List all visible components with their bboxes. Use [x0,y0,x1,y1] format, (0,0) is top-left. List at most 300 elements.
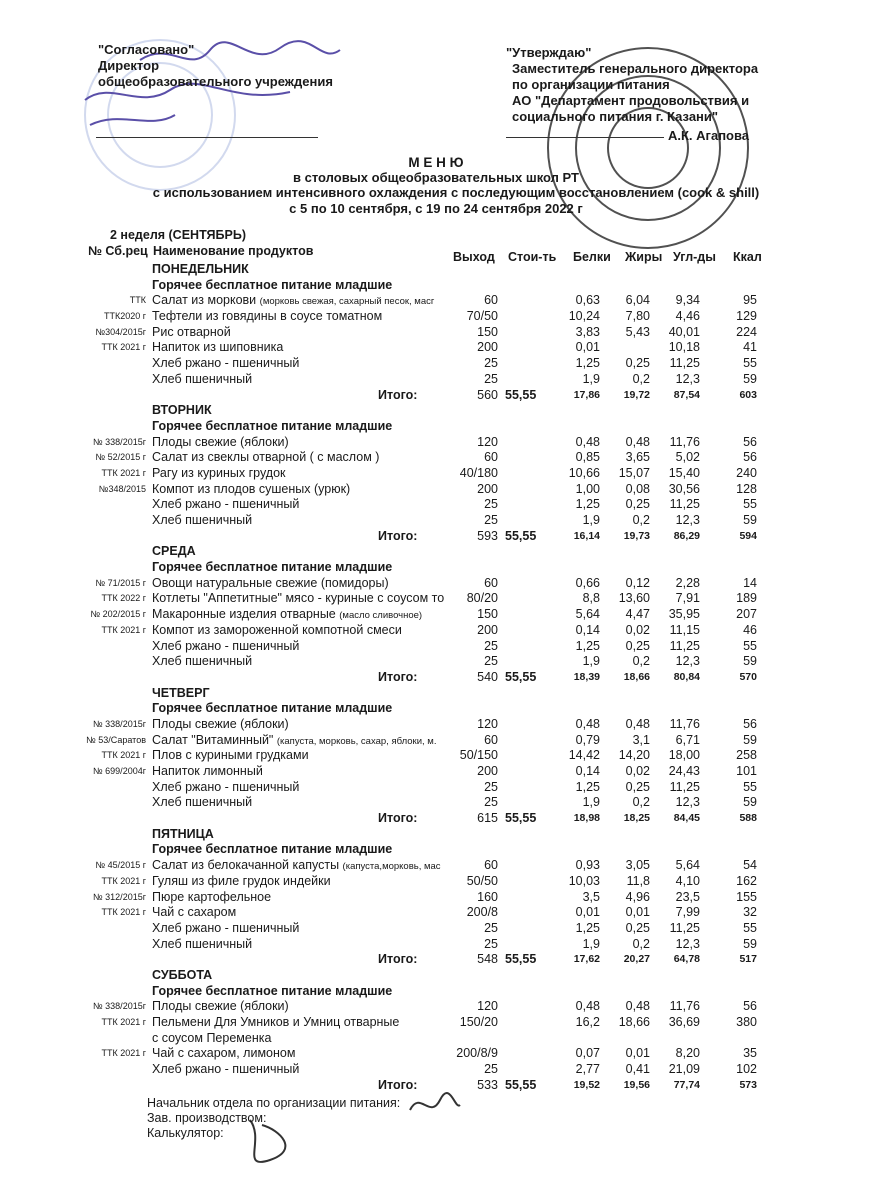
protein-value: 1,9 [582,654,600,669]
meal-group-heading [0,278,872,294]
carbs-value: 5,64 [675,858,700,873]
signatures-footer [147,1096,400,1141]
footer-calculator: Калькулятор: [147,1126,224,1140]
dish-name-cell [152,576,447,592]
table-row [0,1015,872,1031]
dish-name: Хлеб ржано - пшеничный [152,356,300,371]
protein-value: 0,01 [575,905,600,920]
kcal-value: 41 [743,340,757,355]
dish-name: Салат "Витаминный" [152,732,274,747]
carbs-value: 11,25 [669,356,700,371]
carbs-value: 7,91 [675,591,700,606]
portion-output: 25 [484,654,498,669]
carbs-value: 5,02 [675,450,700,465]
total-kcal: 517 [739,953,757,966]
kcal-value: 46 [743,622,757,637]
approval-left-position: Директор [98,58,160,73]
kcal-value: 55 [743,779,757,794]
table-row [0,1062,872,1078]
col-output: Выход [453,250,495,264]
kcal-value: 162 [736,873,757,888]
carbs-value: 4,46 [675,309,700,324]
dish-name-cell [152,1062,447,1078]
total-label: Итого: [378,669,418,684]
fat-value: 0,25 [625,497,650,512]
fat-value: 0,48 [625,716,650,731]
col-fat: Жиры [625,250,663,264]
kcal-value: 35 [743,1046,757,1061]
total-output: 533 [477,1077,498,1092]
portion-output: 160 [477,889,498,904]
meal-group-heading [0,560,872,576]
dish-name: Компот из замороженной компотной смеси [152,622,402,637]
recipe-code: ТТК [129,295,146,306]
kcal-value: 55 [743,638,757,653]
table-row [0,937,872,953]
approval-left-heading: "Согласовано" [98,42,195,57]
table-row [0,717,872,733]
approval-left-org: общеобразовательного учреждения [98,74,333,89]
dish-name-cell [152,497,447,513]
meal-group: Горячее бесплатное питание младшие [152,277,393,292]
portion-output: 120 [477,999,498,1014]
portion-output: 60 [484,450,498,465]
total-output: 540 [477,669,498,684]
portion-output: 70/50 [466,309,498,324]
table-row [0,293,872,309]
portion-output: 25 [484,1062,498,1077]
table-row [0,450,872,466]
portion-output: 60 [484,293,498,308]
dish-name: Хлеб ржано - пшеничный [152,920,300,935]
total-fat: 20,27 [623,953,650,966]
portion-output: 150 [477,324,498,339]
total-fat: 19,56 [623,1078,650,1091]
kcal-value: 59 [743,795,757,810]
recipe-code: № 312/2015г [93,891,146,902]
portion-output: 25 [484,920,498,935]
dish-name: Рис отварной [152,324,231,339]
dish-name: Макаронные изделия отварные [152,607,336,622]
meal-group-heading [0,701,872,717]
kcal-value: 56 [743,450,757,465]
total-cost: 55,55 [505,528,537,543]
kcal-value: 56 [743,716,757,731]
total-output: 615 [477,811,498,826]
signature-line-left [96,137,318,138]
fat-value: 18,66 [618,1015,650,1029]
table-row [0,340,872,356]
dish-name-cell [152,372,447,388]
dish-name: Хлеб пшеничный [152,654,253,669]
total-output: 548 [477,952,498,967]
dish-name-cell [152,937,447,953]
total-fat: 19,73 [623,529,650,542]
portion-output: 60 [484,575,498,590]
col-kcal: Ккал [733,250,762,264]
protein-value: 10,03 [568,873,600,888]
fat-value: 0,02 [625,622,650,637]
approval-right-heading: "Утверждаю" [506,45,592,60]
carbs-value: 4,10 [675,873,700,888]
recipe-code: ТТК 2021 г [101,1048,146,1059]
kcal-value: 32 [743,905,757,920]
dish-name-cell [152,450,447,466]
dish-name-cell [152,466,447,482]
dish-name: Хлеб ржано - пшеничный [152,497,300,512]
dish-ingredients: (капуста, морковь, сахар, яблоки, м. [276,735,437,747]
fat-value: 3,05 [625,858,650,873]
total-carbs: 64,78 [673,953,700,966]
table-row [0,623,872,639]
fat-value: 0,2 [632,371,650,386]
fat-value: 0,25 [625,779,650,794]
dish-name-cell [152,874,447,890]
portion-output: 200 [477,622,498,637]
total-label: Итого: [378,1077,418,1092]
dish-name: Компот из плодов сушеных (урюк) [152,481,351,496]
dish-name-cell [152,654,447,670]
menu-dates: с 5 по 10 сентября, с 19 по 24 сентября 2022 г [289,201,583,216]
carbs-value: 11,25 [669,497,700,512]
protein-value: 1,00 [575,481,600,496]
dish-name-cell [152,858,447,875]
recipe-code: ТТК 2021 г [101,624,146,635]
col-cost: Стои-ть [508,250,557,264]
dish-name-cell [152,482,447,498]
dish-name-cell [152,1031,447,1047]
carbs-value: 12,3 [675,513,700,527]
fat-value: 13,60 [618,591,650,606]
meal-group: Горячее бесплатное питание младшие [152,560,393,575]
dish-name-cell [152,325,447,341]
carbs-value: 35,95 [668,607,700,622]
dish-name: Чай с сахаром, лимоном [152,1046,296,1061]
total-cost: 55,55 [505,952,537,967]
fat-value: 0,48 [625,434,650,449]
carbs-value: 12,3 [675,795,700,810]
fat-value: 15,07 [618,465,650,480]
dish-name-cell [152,1046,447,1062]
kcal-value: 56 [743,434,757,449]
dish-name: Хлеб ржано - пшеничный [152,1062,300,1077]
total-label: Итого: [378,528,418,543]
fat-value: 0,25 [625,356,650,371]
day-heading [0,686,872,702]
total-label: Итого: [378,811,418,826]
total-kcal: 570 [739,670,757,683]
total-protein: 17,62 [573,953,600,966]
dish-name: Котлеты "Аппетитные" мясо - куриные с соусом то [152,591,445,606]
protein-value: 3,83 [575,324,600,339]
table-row [0,576,872,592]
portion-output: 200/8/9 [456,1046,498,1061]
protein-value: 1,25 [575,638,600,653]
recipe-code: № 338/2015г [93,1001,146,1012]
portion-output: 60 [484,858,498,873]
fat-value: 3,1 [632,732,650,747]
table-row [0,372,872,388]
approval-right [506,45,758,125]
kcal-value: 55 [743,356,757,371]
portion-output: 150 [477,607,498,622]
total-cost: 55,55 [505,387,537,402]
protein-value: 0,48 [575,716,600,731]
total-label: Итого: [378,952,418,967]
recipe-code: ТТК2020 г [103,311,146,322]
dish-name-cell [152,999,447,1015]
table-row [0,466,872,482]
portion-output: 25 [484,936,498,951]
dish-name: Напиток из шиповника [152,340,284,355]
dish-ingredients: (капуста,морковь, мас [342,861,441,873]
table-row [0,905,872,921]
kcal-value: 59 [743,371,757,386]
portion-output: 25 [484,513,498,527]
dish-name-cell [152,293,447,310]
recipe-code: № 52/2015 г [95,452,146,463]
total-fat: 18,25 [623,812,650,825]
total-row [0,529,872,545]
kcal-value: 240 [736,465,757,480]
kcal-value: 207 [736,607,757,622]
protein-value: 0,66 [575,575,600,590]
fat-value: 14,20 [618,748,650,763]
total-cost: 55,55 [505,669,537,684]
meal-group-heading [0,419,872,435]
portion-output: 200 [477,764,498,778]
total-kcal: 594 [739,529,757,542]
portion-output: 25 [484,638,498,653]
dish-name: Плоды свежие (яблоки) [152,999,289,1014]
total-carbs: 86,29 [673,529,700,542]
total-output: 560 [477,387,498,402]
dish-name: Овощи натуральные свежие (помидоры) [152,575,389,590]
head-signature [410,1093,460,1110]
dish-name-cell [152,780,447,796]
protein-value: 1,25 [575,497,600,512]
protein-value: 1,9 [582,371,600,386]
fat-value: 0,2 [632,654,650,669]
recipe-code: № 71/2015 г [95,577,146,588]
dish-name: Чай с сахаром [152,905,237,920]
protein-value: 0,79 [575,732,600,747]
dish-name-cell [152,717,447,733]
total-carbs: 87,54 [673,388,700,401]
carbs-value: 11,76 [669,434,700,449]
kcal-value: 59 [743,936,757,951]
menu-method: с использованием интенсивного охлаждения с последующим восстановлением (cook & shill) [152,185,760,200]
meal-group: Горячее бесплатное питание младшие [152,418,393,433]
protein-value: 10,24 [568,309,600,324]
fat-value: 4,47 [625,607,650,622]
day-heading [0,827,872,843]
protein-value: 0,14 [575,764,600,778]
total-carbs: 84,45 [673,812,700,825]
portion-output: 25 [484,497,498,512]
meal-group: Горячее бесплатное питание младшие [152,842,393,857]
table-row [0,513,872,529]
total-protein: 19,52 [573,1078,600,1091]
portion-output: 25 [484,356,498,371]
portion-output: 200/8 [466,905,498,920]
recipe-code: № 202/2015 г [90,609,146,620]
table-row [0,639,872,655]
carbs-value: 10,18 [668,340,700,355]
table-row [0,858,872,874]
dish-name: Тефтели из говядины в соусе томатном [152,309,383,324]
protein-value: 0,63 [575,293,600,308]
dish-name-cell [152,309,447,325]
col-carbs: Угл-ды [673,250,716,264]
table-row [0,733,872,749]
menu-subtitle: в столовых общеобразовательных школ РТ [293,170,579,185]
day-name: ПЯТНИЦА [152,826,214,841]
fat-value: 6,04 [625,293,650,308]
kcal-value: 14 [743,575,757,590]
protein-value: 0,07 [575,1046,600,1061]
protein-value: 8,8 [582,591,600,606]
carbs-value: 23,5 [675,889,700,904]
protein-value: 0,14 [575,622,600,637]
protein-value: 14,42 [568,748,600,763]
dish-name-cell [152,607,447,624]
portion-output: 25 [484,795,498,810]
dish-name-cell [152,513,447,529]
dish-name: Хлеб пшеничный [152,936,253,951]
carbs-value: 21,09 [668,1062,700,1077]
dish-name: Хлеб пшеничный [152,513,253,527]
meal-group: Горячее бесплатное питание младшие [152,701,393,716]
dish-name-cell [152,356,447,372]
kcal-value: 258 [736,748,757,763]
day-name: ЧЕТВЕРГ [152,685,210,700]
total-label: Итого: [378,387,418,402]
carbs-value: 12,3 [675,371,700,386]
table-row [0,607,872,623]
dish-name: Пельмени Для Умников и Умниц отварные [152,1015,400,1029]
recipe-code: № 45/2015 г [95,860,146,871]
kcal-value: 59 [743,654,757,669]
fat-value: 0,2 [632,936,650,951]
carbs-value: 8,20 [675,1046,700,1061]
dish-name-cell [152,905,447,921]
carbs-value: 11,25 [669,779,700,794]
kcal-value: 59 [743,513,757,527]
protein-value: 0,93 [575,858,600,873]
col-protein: Белки [573,250,611,264]
table-row [0,654,872,670]
kcal-value: 56 [743,999,757,1014]
table-row [0,999,872,1015]
protein-value: 0,48 [575,999,600,1014]
carbs-value: 2,28 [675,575,700,590]
dish-name: Рагу из куриных грудок [152,465,286,480]
carbs-value: 6,71 [675,732,700,747]
total-output: 593 [477,528,498,543]
carbs-value: 36,69 [668,1015,700,1029]
signature-line-right [506,137,664,138]
portion-output: 120 [477,434,498,449]
total-carbs: 80,84 [673,670,700,683]
fat-value: 0,2 [632,795,650,810]
kcal-value: 102 [736,1062,757,1077]
fat-value: 0,01 [625,905,650,920]
total-protein: 17,86 [573,388,600,401]
fat-value: 0,25 [625,920,650,935]
dish-name: Пюре картофельное [152,889,272,904]
total-row [0,952,872,968]
table-row [0,890,872,906]
dish-name: Плоды свежие (яблоки) [152,716,289,731]
dish-name-cell [152,795,447,811]
protein-value: 2,77 [575,1062,600,1077]
fat-value: 0,12 [625,575,650,590]
protein-value: 0,48 [575,434,600,449]
dish-name-cell [152,890,447,906]
footer-head-of-catering: Начальник отдела по организации питания: [147,1096,401,1110]
table-row [0,874,872,890]
kcal-value: 128 [736,481,757,496]
carbs-value: 11,25 [669,638,700,653]
table-row [0,591,872,607]
portion-output: 25 [484,371,498,386]
recipe-code: ТТК 2021 г [101,750,146,761]
portion-output: 50/50 [466,873,498,888]
recipe-code: ТТК 2021 г [101,467,146,478]
kcal-value: 101 [736,764,757,778]
menu-table [0,262,872,1093]
fat-value: 7,80 [625,309,650,324]
recipe-code: № 699/2004г [93,766,146,776]
fat-value: 0,48 [625,999,650,1014]
carbs-value: 11,76 [669,716,700,731]
approval-right-org2: социального питания г. Казани" [512,109,719,124]
recipe-code: № 338/2015г [93,718,146,729]
carbs-value: 15,40 [668,465,700,480]
protein-value: 0,85 [575,450,600,465]
dish-name-cell [152,1015,447,1031]
table-row [0,435,872,451]
kcal-value: 54 [743,858,757,873]
table-row [0,921,872,937]
table-row [0,764,872,780]
total-fat: 18,66 [623,670,650,683]
day-heading [0,968,872,984]
dish-name-cell [152,748,447,764]
portion-output: 40/180 [459,465,498,480]
total-kcal: 588 [739,812,757,825]
dish-name-cell [152,435,447,451]
approval-right-signer: А.К. Агапова [668,128,750,143]
table-row [0,1031,872,1047]
dish-name-cell [152,623,447,639]
recipe-code: ТТК 2021 г [101,875,146,886]
total-kcal: 573 [739,1078,757,1091]
total-protein: 18,39 [573,670,600,683]
total-row [0,670,872,686]
carbs-value: 12,3 [675,936,700,951]
fat-value: 5,43 [625,324,650,339]
meal-group: Горячее бесплатное питание младшие [152,983,393,998]
day-name: ВТОРНИК [152,403,212,418]
protein-value: 10,66 [568,465,600,480]
approval-right-position: Заместитель генерального директора [512,61,759,76]
portion-output: 120 [477,716,498,731]
recipe-code: № 338/2015г [93,436,146,447]
dish-name: Плоды свежие (яблоки) [152,434,289,449]
carbs-value: 12,3 [675,654,700,669]
